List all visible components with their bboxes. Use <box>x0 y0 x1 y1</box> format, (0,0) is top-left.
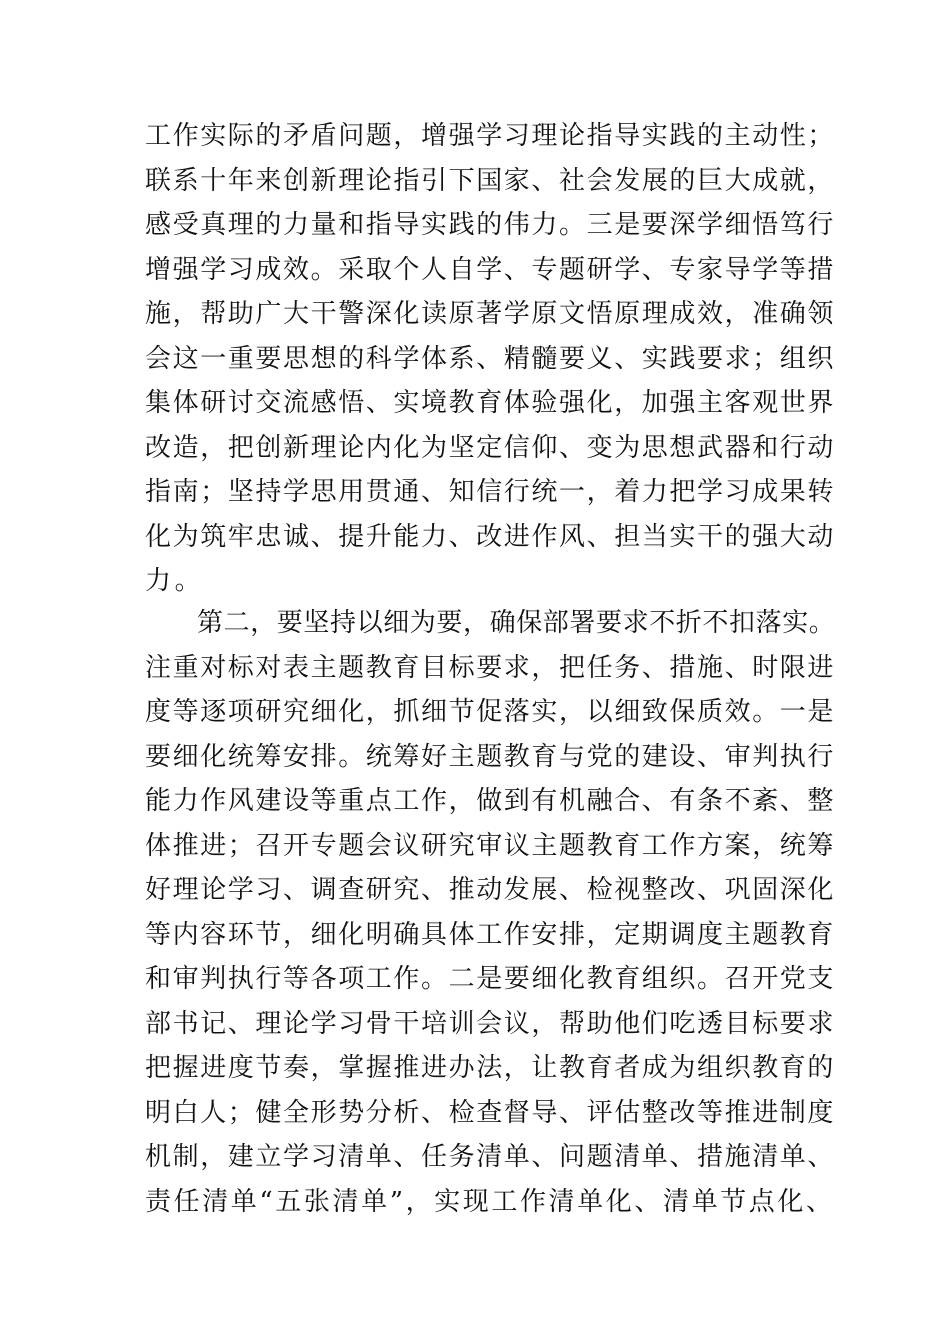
text-line: 会这一重要思想的科学体系、精髓要义、实践要求；组织 <box>145 343 836 374</box>
text-line: 和审判执行等各项工作。二是要细化教育组织。召开党支 <box>145 964 836 994</box>
text-line: 机制，建立学习清单、任务清单、问题清单、措施清单、 <box>145 1142 836 1172</box>
text-line: 工作实际的矛盾问题，增强学习理论指导实践的主动性； <box>145 121 836 151</box>
text-line: 度等逐项研究细化，抓细节促落实，以细致保质效。一是 <box>145 697 836 727</box>
text-line: 施，帮助广大干警深化读原著学原文悟原理成效，准确领 <box>145 299 836 329</box>
text-line: 责任清单“五张清单”，实现工作清单化、清单节点化、 <box>145 1186 835 1217</box>
text-line: 注重对标对表主题教育目标要求，把任务、措施、时限进 <box>145 652 836 683</box>
text-line: 部书记、理论学习骨干培训会议，帮助他们吃透目标要求 <box>145 1008 836 1039</box>
text-line: 联系十年来创新理论指引下国家、社会发展的巨大成就， <box>145 165 836 196</box>
text-line: 感受真理的力量和指导实践的伟力。三是要深学细悟笃行 <box>145 210 836 240</box>
text-line: 化为筑牢忠诚、提升能力、改进作风、担当实干的强大动 <box>145 521 836 552</box>
text-line: 要细化统筹安排。统筹好主题教育与党的建设、审判执行 <box>145 741 836 772</box>
paragraph-2 <box>145 601 835 1224</box>
text-line: 第二，要坚持以细为要，确保部署要求不折不扣落实。 <box>197 608 836 638</box>
text-line: 力。 <box>145 566 205 596</box>
text-line: 把握进度节奏，掌握推进办法，让教育者成为组织教育的 <box>145 1053 836 1083</box>
paragraph-1 <box>145 114 835 604</box>
text-line: 增强学习成效。采取个人自学、专题研学、专家导学等措 <box>145 254 836 285</box>
text-line: 改造，把创新理论内化为坚定信仰、变为思想武器和行动 <box>145 432 836 463</box>
text-line: 好理论学习、调查研究、推动发展、检视整改、巩固深化 <box>145 875 836 905</box>
text-line: 集体研讨交流感悟、实境教育体验强化，加强主客观世界 <box>145 388 836 418</box>
text-line: 明白人；健全形势分析、检查督导、评估整改等推进制度 <box>145 1097 836 1128</box>
text-line: 指南；坚持学思用贯通、知信行统一，着力把学习成果转 <box>145 477 836 507</box>
text-line: 体推进；召开专题会议研究审议主题教育工作方案，统筹 <box>145 830 836 861</box>
text-line: 等内容环节，细化明确具体工作安排，定期调度主题教育 <box>145 919 836 950</box>
text-line: 能力作风建设等重点工作，做到有机融合、有条不紊、整 <box>145 786 836 816</box>
